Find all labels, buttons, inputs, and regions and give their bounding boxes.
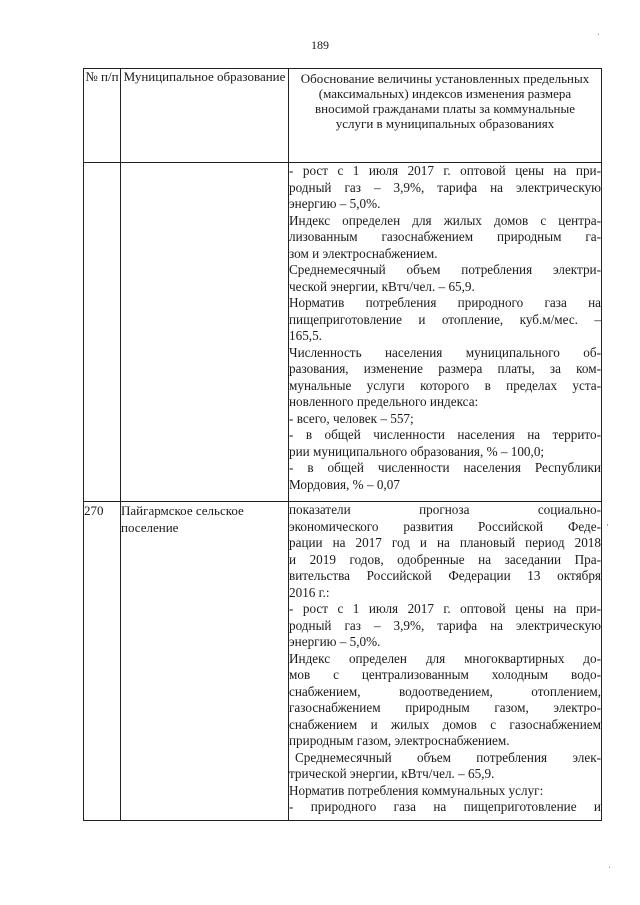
row-number [84,163,121,502]
text-line: показатели прогноза социально- [289,502,601,517]
text-line: 2016 г.: [289,584,330,600]
text-line: газоснабжением природным газом, электро- [289,700,601,715]
column-header-number: № п/п [84,69,121,163]
row-justification [289,502,602,821]
text-line: снабжением, водоотведением, отоплением, [289,683,601,699]
text-line: Норматив потребления природного газа на [289,295,601,310]
text-line: - в общей численности населения Республики [289,460,601,475]
text-line: и 2019 годов, одобренные на заседании Пра- [289,551,601,567]
text-line: - рост с 1 июля 2017 г. оптовой цены на при- [289,163,601,178]
page-number: 189 [311,38,329,52]
text-line: природным газом, электроснабжением. [289,733,510,748]
text-line: Численность населения муниципального об- [289,344,601,360]
indices-table [83,68,602,821]
text-line: лизованным газоснабжением природным га- [289,229,601,244]
text-line: пищеприготовление и отопление, куб.м/мес. – [289,311,601,327]
text-line: трической энергии, кВтч/чел. – 65,9. [289,766,495,781]
text-line: рии муниципального образования, % – 100,0; [289,443,545,459]
text-line: зом и электроснабжением. [289,245,438,261]
text-line: энергию – 5,0%. [289,196,381,211]
column-header-municipality: Муниципальное образование [121,69,289,163]
row-municipality [121,163,289,502]
row-justification [289,163,602,502]
text-line: экономического развития Российской Феде- [289,518,601,534]
table-header-row [84,69,602,163]
text-line: вительства Российской Федерации 13 октября [289,568,601,583]
text-line: родный газ – 3,9%, тарифа на электрическую [289,179,601,195]
text-line: разования, изменение размера платы, за ком- [289,361,601,376]
text-line: Среднемесячный объем потребления элек- [295,749,601,765]
row-municipality: Пайгармское сельское поселение [121,502,289,821]
row-number: 270 [84,502,121,821]
text-line: - в общей численности населения на террито- [289,427,601,442]
scan-mark: · [606,520,609,530]
text-line: Индекс определен для жилых домов с центра- [289,212,601,228]
text-line: Норматив потребления коммунальных услуг: [289,782,544,798]
text-line: - рост с 1 июля 2017 г. оптовой цены на при- [289,601,601,616]
text-line: Среднемесячный объем потребления электри- [289,262,601,277]
column-header-justification: Обоснование величины установленных предельных (максимальных) индексов изменения размера вносимой гражданами платы за коммунальные услуги в муниципальных образованиях [289,69,602,163]
text-line: 165,5. [289,328,322,343]
text-line: Индекс определен для многоквартирных до- [289,650,601,666]
text-line: мов с централизованным холодным водо- [289,667,601,682]
text-line: рации на 2017 год и на плановый период 2018 [289,535,601,550]
text-line: - всего, человек – 557; [289,410,414,426]
text-line: Мордовия, % – 0,07 [289,476,400,492]
text-line: новленного предельного индекса: [289,394,479,409]
text-line: мунальные услуги которого в пределах уста- [289,377,601,393]
table-row [84,502,602,821]
text-line: - природного газа на пищеприготовление и [289,799,601,814]
table-row [84,163,602,502]
text-line: ческой энергии, кВтч/чел. – 65,9. [289,278,475,294]
text-line: родный газ – 3,9%, тарифа на электрическую [289,617,601,633]
scan-mark: ˌ [608,858,611,868]
scan-mark: ˈ [597,32,600,42]
text-line: снабжением и жилых домов с газоснабжением [289,716,601,732]
text-line: энергию – 5,0%. [289,634,381,649]
